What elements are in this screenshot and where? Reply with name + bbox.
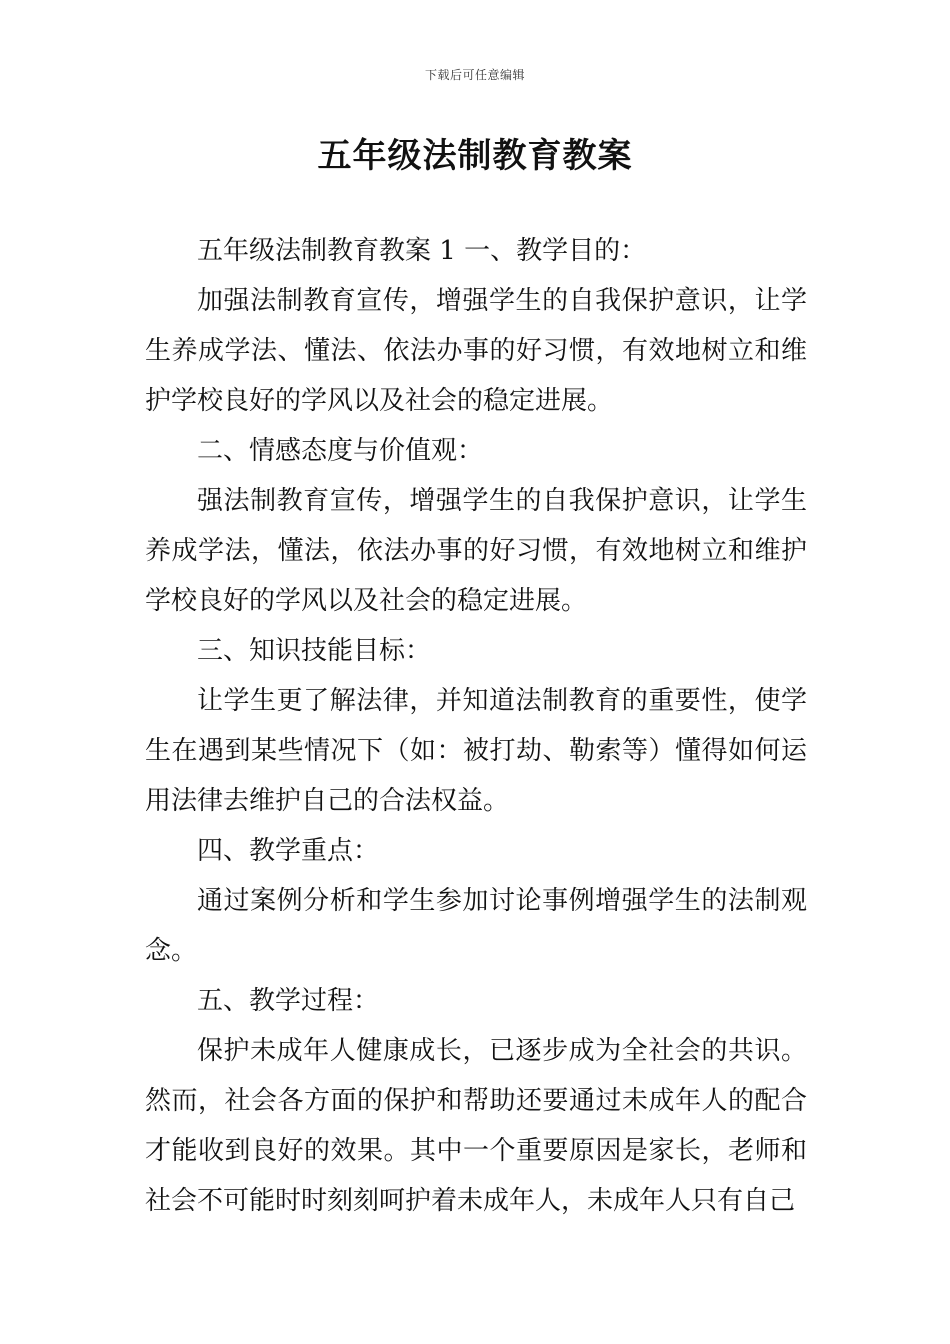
- paragraph-skills: 让学生更了解法律，并知道法制教育的重要性，使学生在遇到某些情况下（如：被打劫、勒索等）懂得如何运用法律去维护自己的合法权益。: [145, 686, 807, 816]
- paragraph-skills-heading: 三、知识技能目标：: [197, 636, 432, 666]
- paragraph-focus: 通过案例分析和学生参加讨论事例增强学生的法制观念。: [145, 886, 807, 966]
- document-body: [145, 226, 807, 1226]
- paragraph-values: 强法制教育宣传，增强学生的自我保护意识，让学生养成学法，懂法，依法办事的好习惯，有效地树立和维护学校良好的学风以及社会的稳定进展。: [145, 486, 807, 616]
- paragraph-objectives: 加强法制教育宣传，增强学生的自我保护意识，让学生养成学法、懂法、依法办事的好习惯，有效地树立和维护学校良好的学风以及社会的稳定进展。: [145, 286, 807, 416]
- paragraph-values-heading: 二、情感态度与价值观：: [197, 436, 484, 466]
- paragraph-process: 保护未成年人健康成长，已逐步成为全社会的共识。然而，社会各方面的保护和帮助还要通过未成年人的配合才能收到良好的效果。其中一个重要原因是家长，老师和社会不可能时时刻刻呵护着未成年人，未成年人只有自己: [145, 1036, 807, 1216]
- header-note: 下载后可任意编辑: [424, 68, 525, 82]
- paragraph-focus-heading: 四、教学重点：: [197, 836, 380, 866]
- paragraph-objectives-heading: 五年级法制教育教案 1 一、教学目的：: [197, 236, 647, 266]
- document-title: 五年级法制教育教案: [317, 136, 633, 176]
- paragraph-process-heading: 五、教学过程：: [197, 986, 380, 1016]
